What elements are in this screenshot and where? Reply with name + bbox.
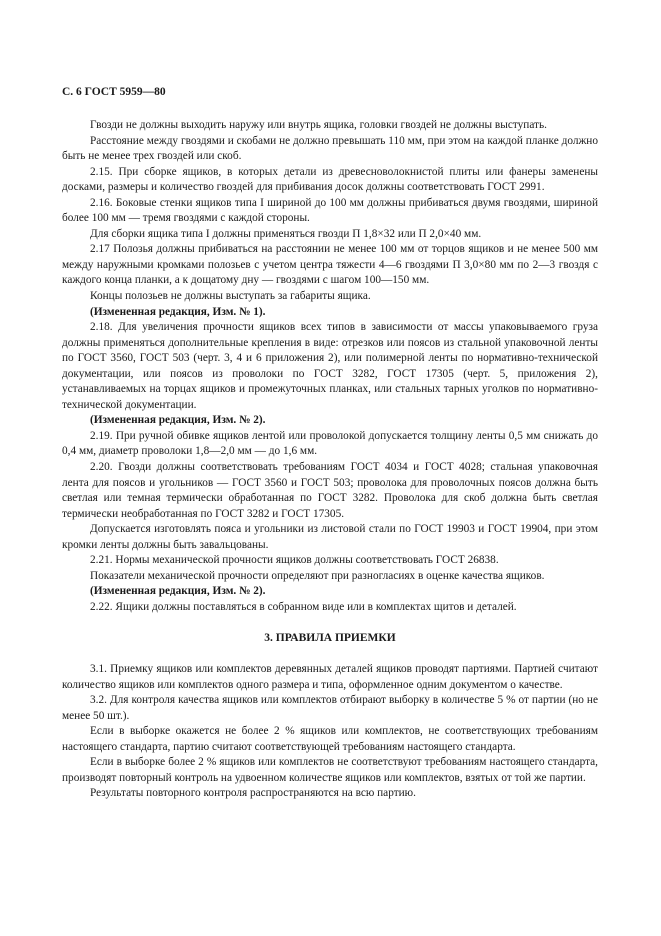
paragraph: Если в выборке более 2 % ящиков или комплектов не соответствуют требованиям настоящего стандарта, производят повторный контроль на удвоенном количестве ящиков или комплектов, взятых от той же партии. [62, 756, 598, 784]
amendment-note: (Измененная редакция, Изм. № 1). [90, 305, 266, 318]
paragraph: Расстояние между гвоздями и скобами не должно превышать 110 мм, при этом на каждой планке должно быть не менее трех гвоздей или скоб. [62, 134, 598, 163]
paragraph: Показатели механической прочности определяют при разногласиях в оценке качества ящиков. [90, 569, 545, 582]
section-title: 3. ПРАВИЛА ПРИЕМКИ [264, 631, 396, 644]
paragraph: Допускается изготовлять пояса и угольники из листовой стали по ГОСТ 19903 и ГОСТ 19904, при этом кромки ленты должны быть завальцованы. [62, 523, 598, 551]
paragraph: 2.17 Полозья должны прибиваться на расстоянии не менее 100 мм от торцов ящиков и не менее 500 мм между наружными кромками полозьев с учетом центра тяжести 4—6 гвоздями П 3,0×80 мм по 2—3 гвоздя с каждого конца планки, а к дощатому дну — гвоздями с шагом 100—150 мм. [62, 243, 598, 287]
amendment-note: (Измененная редакция, Изм. № 2). [90, 414, 266, 427]
paragraph: 3.2. Для контроля качества ящиков или комплектов отбирают выборку в количестве 5 % от партии (но не менее 50 шт.). [62, 694, 598, 722]
amendment-note: (Измененная редакция, Изм. № 2). [90, 585, 266, 598]
paragraph: 2.15. При сборке ящиков, в которых детали из древесноволокнистой плиты или фанеры заменены досками, размеры и количество гвоздей для прибивания досок должны соответствовать ГОСТ 2991. [62, 165, 598, 194]
paragraph: 2.16. Боковые стенки ящиков типа I шириной до 100 мм должны прибиваться двумя гвоздями, шириной более 100 мм — тремя гвоздями с каждой стороны. [62, 196, 598, 225]
paragraph: 2.18. Для увеличения прочности ящиков всех типов в зависимости от массы упаковываемого груза должны применяться дополнительные крепления в виде: отрезков или поясов из стальной упаковочной ленты по ГОСТ 3560, ГОСТ 503 (черт. 3, 4 и 6 приложения 2), или полимерной ленты по нормативно-технической документации, или поясов из проволоки по ГОСТ 3282, ГОСТ 17305 (черт. 5, приложения 2), устанавливаемых на торцах ящиков и промежуточных планках, или стальных тарных уголков по нормативно-технической документации. [62, 321, 598, 411]
document-body [62, 118, 598, 802]
paragraph: 2.21. Нормы механической прочности ящиков должны соответствовать ГОСТ 26838. [90, 554, 499, 567]
paragraph: Если в выборке окажется не более 2 % ящиков или комплектов, не соответствующих требованиям настоящего стандарта, партию считают соответствующей требованиям настоящего стандарта. [62, 725, 598, 753]
paragraph: Концы полозьев не должны выступать за габариты ящика. [90, 290, 371, 303]
paragraph: 2.19. При ручной обивке ящиков лентой или проволокой допускается толщину ленты 0,5 мм снижать до 0,4 мм, диаметр проволоки 1,8—2,0 мм — до 1,6 мм. [62, 429, 598, 458]
paragraph: Гвозди не должны выходить наружу или внутрь ящика, головки гвоздей не должны выступать. [90, 119, 547, 131]
paragraph: 3.1. Приемку ящиков или комплектов деревянных деталей ящиков проводят партиями. Партией считают количество ящиков или комплектов одного размера и типа, оформленное одним документом о качестве. [62, 663, 598, 691]
paragraph: Для сборки ящика типа I должны применяться гвозди П 1,8×32 или П 2,0×40 мм. [90, 227, 482, 240]
paragraph: 2.20. Гвозди должны соответствовать требованиям ГОСТ 4034 и ГОСТ 4028; стальная упаковочная лента для поясов и угольников — ГОСТ 3560 и ГОСТ 503; проволока для проволочных поясов должна быть светлая или темная термически обработанная по ГОСТ 3282. Проволока для скоб должна быть светлая термически необработанная по ГОСТ 3282 и ГОСТ 17305. [62, 461, 598, 520]
paragraph: Результаты повторного контроля распространяются на всю партию. [90, 787, 416, 800]
paragraph: 2.22. Ящики должны поставляться в собранном виде или в комплектах щитов и деталей. [90, 600, 517, 613]
page-header: С. 6 ГОСТ 5959—80 [62, 86, 166, 98]
